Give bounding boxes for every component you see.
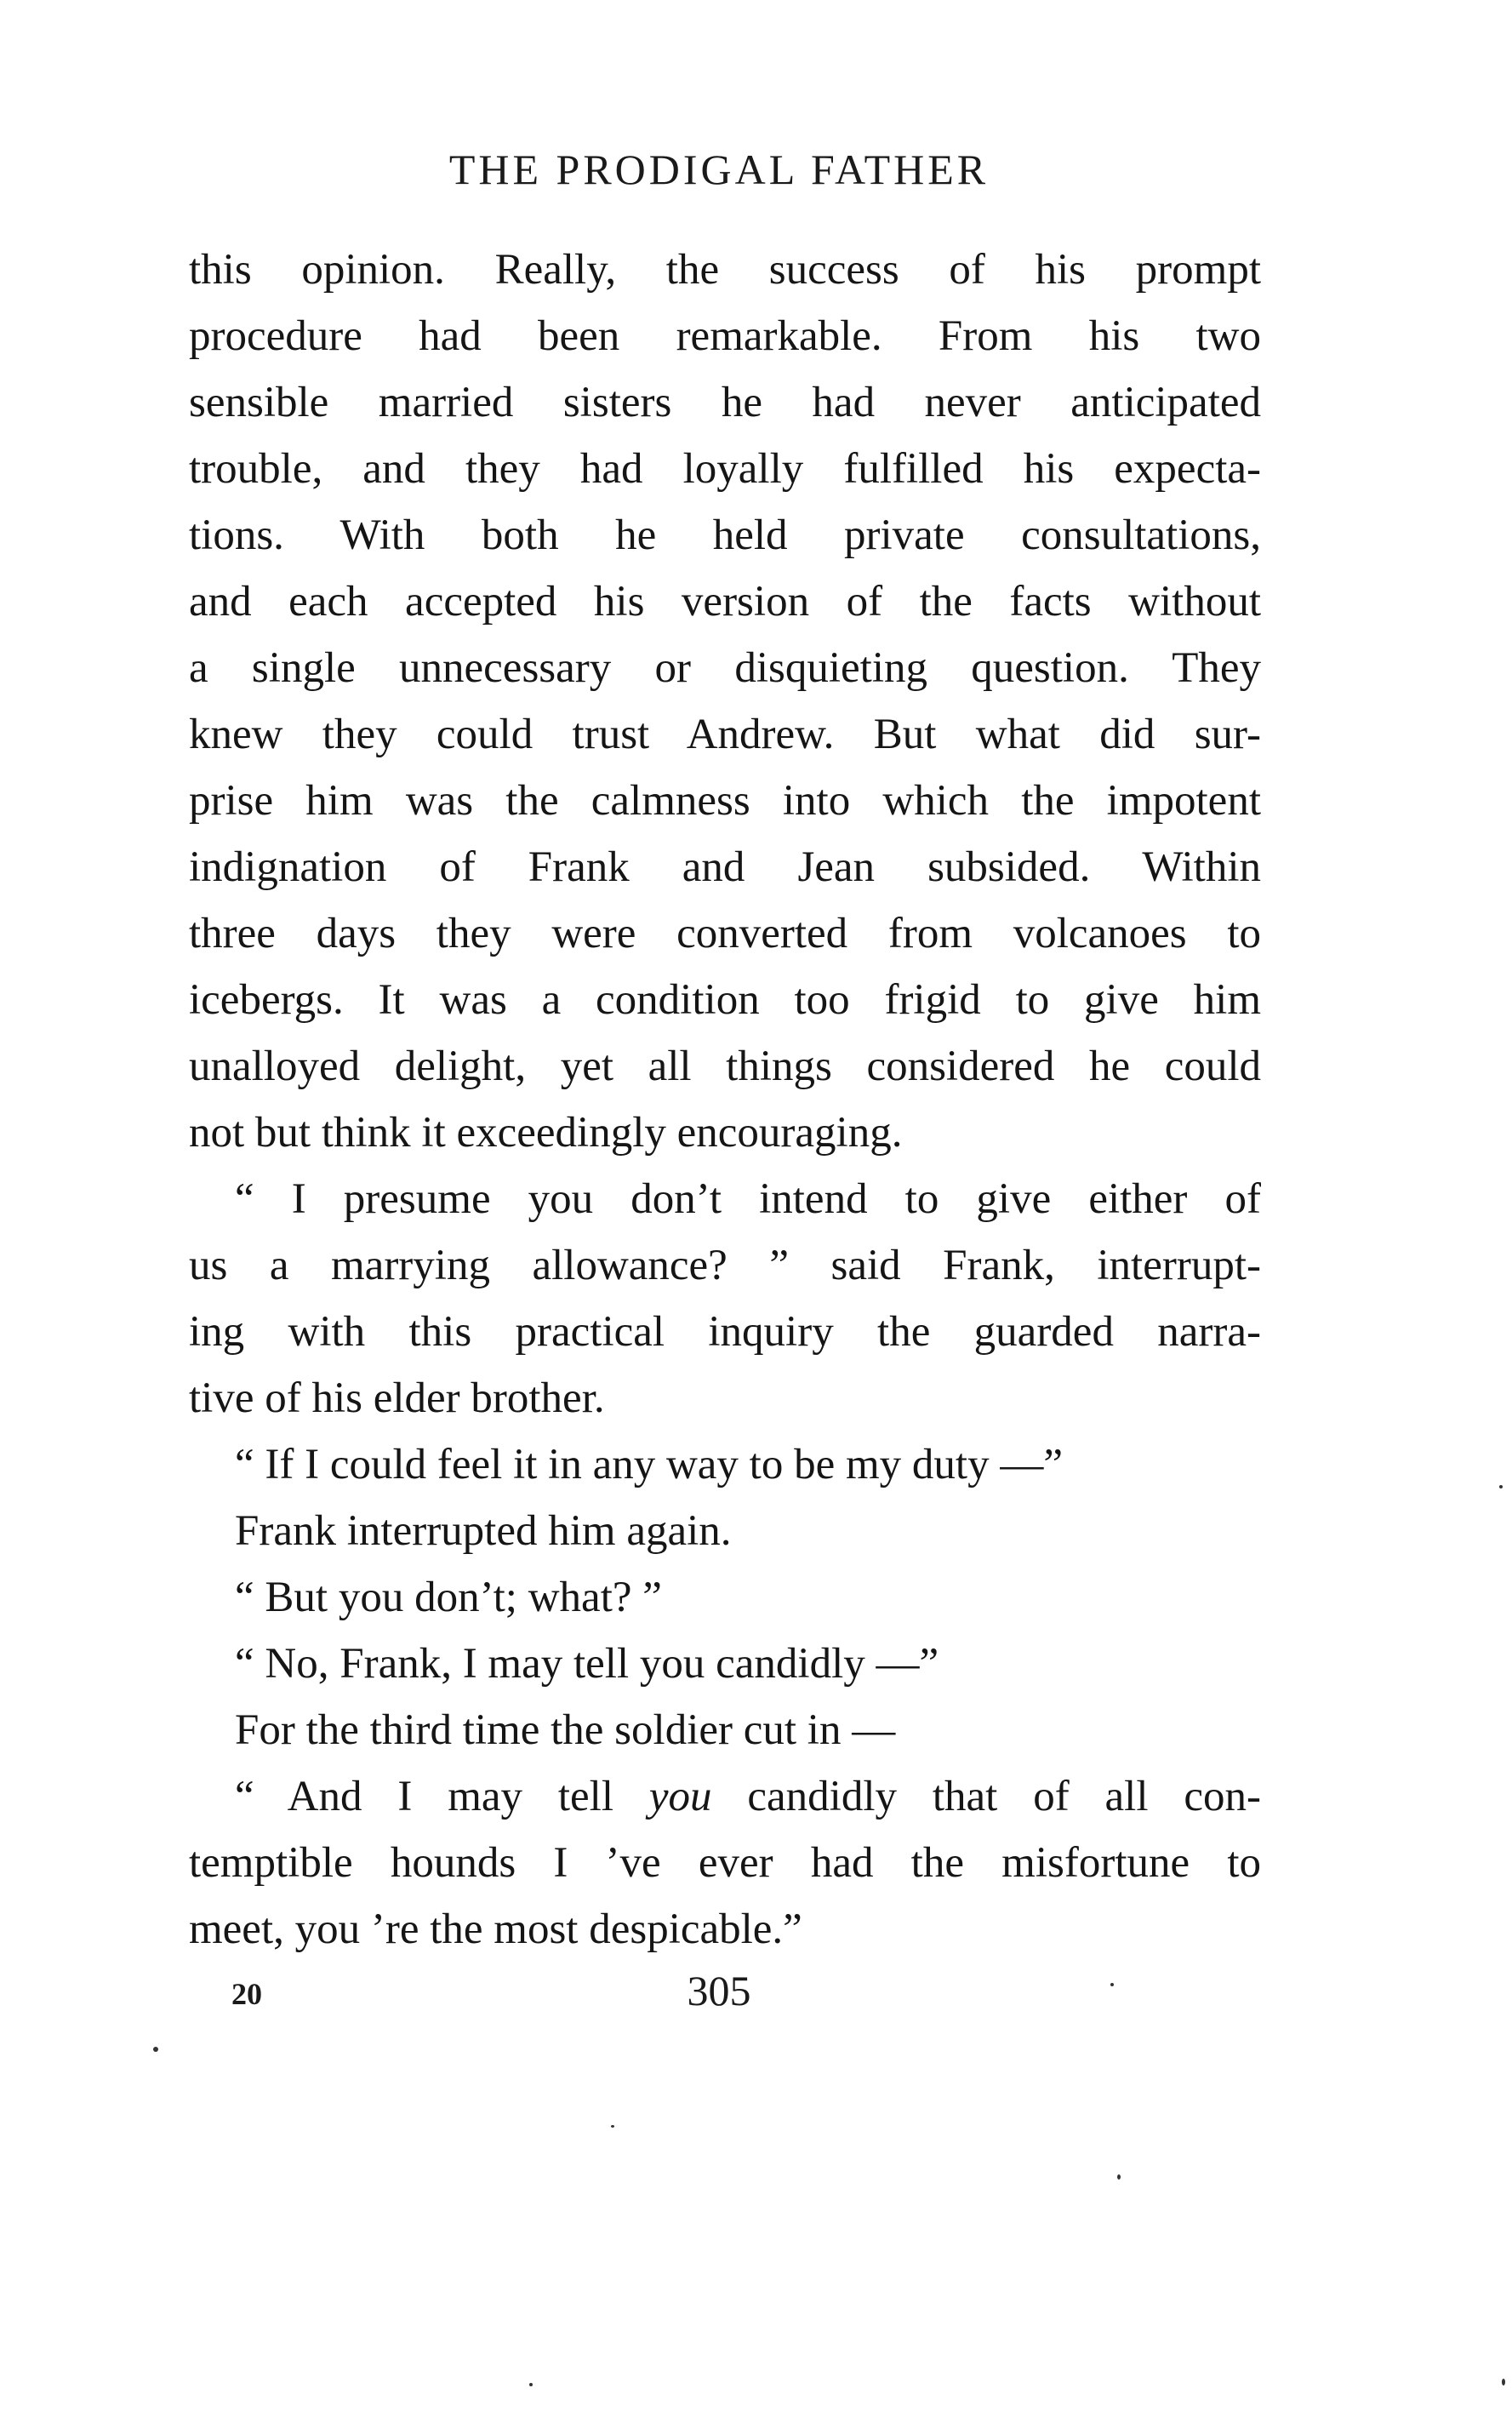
page-body-text [189, 237, 1261, 1963]
text-line: icebergs. It was a condition too frigid to give him [189, 976, 1261, 1024]
text-line: three days they were converted from volcanoes to [189, 910, 1261, 957]
text-line: ing with this practical inquiry the guarded narra- [189, 1308, 1261, 1356]
text-line [189, 1763, 1261, 1830]
text-line-segment: candidly that of all con- [711, 1773, 1261, 1820]
text-line: knew they could trust Andrew. But what did sur- [189, 711, 1261, 758]
emphasized-word: you [648, 1773, 712, 1820]
text-line-segment: “ And I may tell [235, 1773, 649, 1820]
text-line: “ No, Frank, I may tell you candidly —” [235, 1640, 939, 1688]
running-head-title: THE PRODIGAL FATHER [448, 146, 990, 193]
text-line: procedure had been remarkable. From his two [189, 312, 1261, 360]
text-line: Frank interrupted him again. [235, 1507, 732, 1555]
scan-speck [1110, 1983, 1114, 1986]
scan-speck [1117, 2174, 1121, 2180]
text-line: this opinion. Really, the success of his prompt [189, 246, 1261, 294]
text-line: temptible hounds I ’ve ever had the misfortune to [189, 1839, 1261, 1887]
page-number: 305 [687, 1967, 751, 2014]
text-line: not but think it exceedingly encouraging. [189, 1109, 903, 1157]
text-line: For the third time the soldier cut in — [235, 1706, 896, 1754]
text-line: “ If I could feel it in any way to be my duty —” [235, 1441, 1063, 1488]
text-line: us a marrying allowance? ” said Frank, interrupt- [189, 1242, 1261, 1289]
text-line: “ I presume you don’t intend to give either of [235, 1175, 1261, 1223]
text-line: and each accepted his version of the facts without [189, 578, 1261, 626]
text-line: prise him was the calmness into which the impotent [189, 777, 1261, 825]
text-line: “ But you don’t; what? ” [235, 1574, 662, 1621]
scan-speck [611, 2125, 614, 2128]
signature-mark: 20 [231, 1977, 262, 2011]
text-line: trouble, and they had loyally fulfilled his expecta- [189, 445, 1261, 493]
text-line: tive of his elder brother. [189, 1374, 605, 1422]
scan-speck [1502, 2379, 1505, 2385]
text-line: a single unnecessary or disquieting question. They [189, 644, 1261, 692]
scan-speck [529, 2383, 533, 2386]
text-line: tions. With both he held private consultations, [189, 511, 1261, 559]
scan-speck [153, 2047, 158, 2052]
page-footer [0, 1966, 1512, 2017]
text-line: sensible married sisters he had never anticipated [189, 379, 1261, 426]
text-line: meet, you ’re the most despicable.” [189, 1905, 802, 1953]
scan-speck [1499, 1485, 1503, 1488]
text-line: unalloyed delight, yet all things considered he could [189, 1043, 1261, 1090]
text-line: indignation of Frank and Jean subsided. Within [189, 843, 1261, 891]
